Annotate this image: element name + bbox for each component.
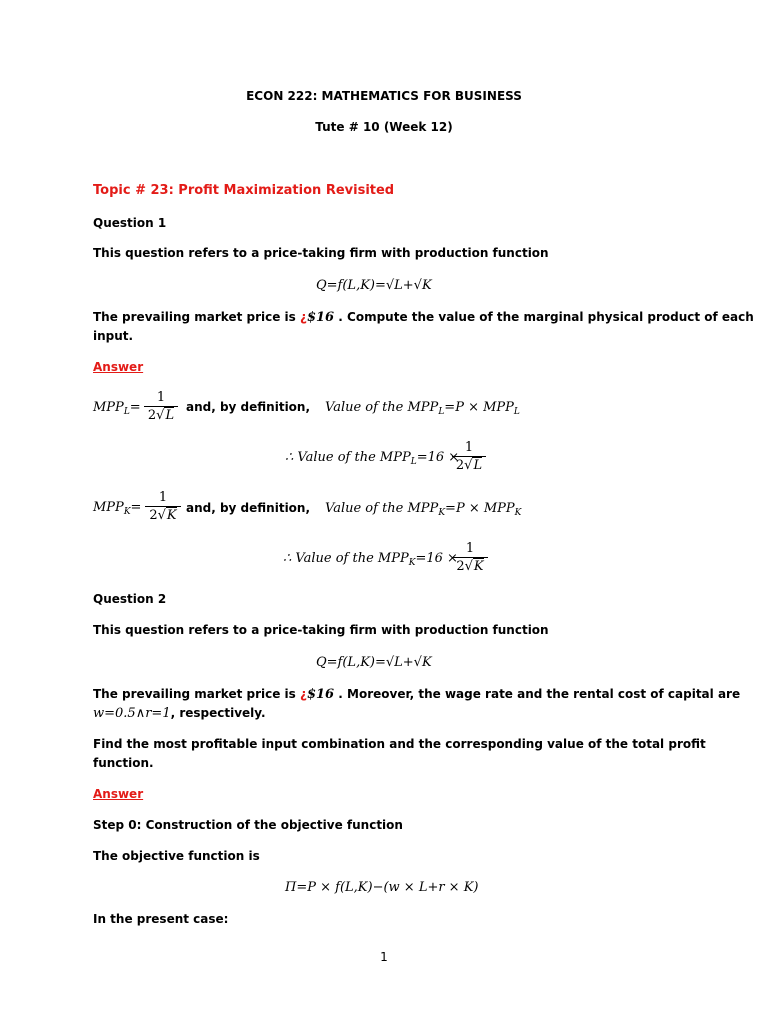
mppl-symbol: $MPP_L=$ [93,400,141,417]
question-2-intro: This question refers to a price-taking firm with production function [93,623,549,637]
price-glyph: ¿ [300,310,307,324]
price-suffix: . Compute the value of the marginal physical product of each [338,310,754,324]
answer-label-2: Answer [93,787,144,801]
question-1-heading: Question 1 [93,216,167,230]
production-function-q1 [316,279,432,292]
therefore-mppl: ∴ Value of the $MPP_L=16$ × [285,450,460,467]
price-prefix: The prevailing market price is [93,310,296,324]
topic-heading: Topic # 23: Profit Maximization Revisited [93,183,395,198]
fraction-denominator: 2√L [147,408,175,423]
mppk-subscript: K [123,507,131,517]
question-2-wage-line: w=0.5∧r=1, respectively. [93,706,266,721]
mppk-fraction: 1 2√K [145,491,181,522]
document-title: ECON 222: MATHEMATICS FOR BUSINESS [246,89,522,103]
page-number: 1 [380,950,388,964]
by-definition-1: and, by definition, [186,400,311,414]
mppl-label: MPP [93,400,124,415]
question-2-price-line: The prevailing market price is ¿$16 . Moreover, the wage rate and the rental cost of capital are [93,687,741,702]
objective-intro: The objective function is [93,849,260,863]
question-1-intro: This question refers to a price-taking firm with production function [93,246,549,260]
answer-label-1: Answer [93,360,144,374]
value-mppk-definition: Value of the $MPP_K=P \times MPP_K$ [325,501,522,518]
therefore-mppl-fraction: 1 2√L [452,441,486,472]
question-1-price-line [93,311,754,324]
question-1-price-line-2: input. [93,329,134,343]
mppk-symbol: $MPP_K=$ [93,500,142,517]
therefore-mppk-fraction: 1 2√K [452,542,488,573]
price-value: $16 [306,310,335,325]
by-definition-2: and, by definition, [186,501,311,515]
objective-function: Π=P × f(L,K)−(w × L+r × K) [285,880,479,895]
wage-rental-math: w=0.5∧r=1 [93,706,171,721]
question-2-heading: Question 2 [93,592,167,606]
value-mppl-definition: Value of the $MPP_L=P \times MPP_L$ [325,400,520,417]
mppl-fraction [144,391,178,422]
present-case: In the present case: [93,912,229,926]
document-subtitle: Tute # 10 (Week 12) [315,120,453,134]
production-function-text: Q=f(L,K)=√L+√K [316,278,432,293]
production-function-q2: Q=f(L,K)=√L+√K [316,655,432,670]
find-line-2: function. [93,756,154,770]
fraction-numerator: 1 [156,390,166,405]
find-line-1: Find the most profitable input combination and the corresponding value of the total profit [93,737,706,751]
mppl-subscript: L [123,407,130,417]
step-0-heading: Step 0: Construction of the objective function [93,818,403,832]
therefore-mppk: ∴ Value of the $MPP_K=16$ × [283,551,458,568]
price-glyph-2: ¿ [300,687,307,701]
